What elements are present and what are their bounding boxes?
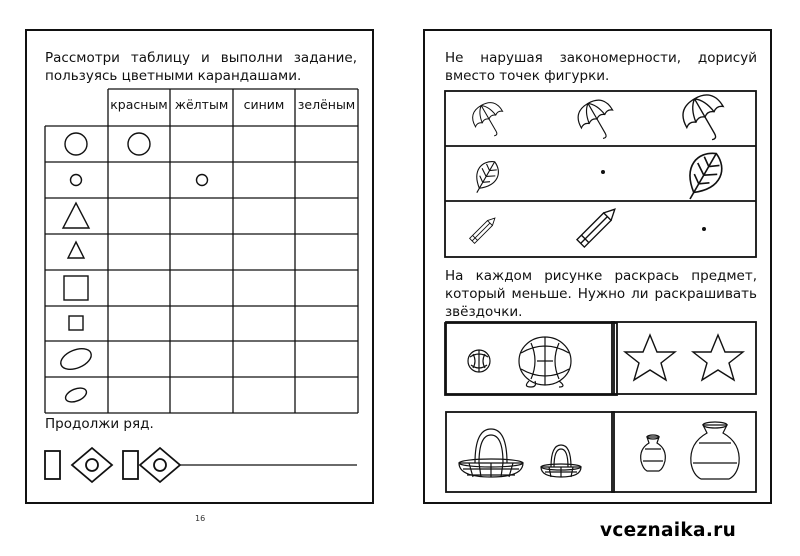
site-watermark: vceznaika.ru xyxy=(600,520,737,541)
pencil-icon xyxy=(577,205,619,247)
umbrella-icon xyxy=(676,88,735,148)
continue-label: Продолжи ряд. xyxy=(45,416,154,432)
left-page xyxy=(25,29,374,504)
leaf-icon xyxy=(677,146,729,207)
triangle-small-icon xyxy=(68,242,84,258)
circle-small-icon xyxy=(71,175,82,186)
page-number: 16 xyxy=(195,514,206,523)
star-icon xyxy=(625,335,675,380)
basket-small-icon xyxy=(541,445,581,477)
square-small-icon xyxy=(69,316,83,330)
circle-large-icon xyxy=(65,133,87,155)
cabbage-picture xyxy=(445,321,617,397)
dot-icon xyxy=(702,227,706,231)
dot-icon xyxy=(601,170,605,174)
triangle-large-icon xyxy=(63,203,89,228)
umbrella-icon xyxy=(468,98,512,142)
column-header-blue: синим xyxy=(243,97,285,112)
column-header-red: красным xyxy=(110,97,168,112)
rectangle-icon xyxy=(45,451,60,479)
column-header-yellow: жёлтым xyxy=(174,97,229,112)
basket-large-icon xyxy=(459,429,523,477)
cabbage-small-icon xyxy=(468,350,490,372)
pattern-instruction: Не нарушая закономерности, дорисуй вместо точек фигурки. xyxy=(445,50,757,84)
vase-large-icon xyxy=(691,422,739,479)
pattern-row xyxy=(45,448,357,482)
umbrella-icon xyxy=(572,94,622,145)
right-page xyxy=(423,29,772,504)
leaf-icon xyxy=(468,157,504,198)
cabbage-large-icon xyxy=(519,337,571,387)
pencil-icon xyxy=(470,216,498,244)
oval-large-icon xyxy=(58,345,94,374)
coloring-instruction: На каждом рисунке раскрась предмет, который меньше. Нужно ли раскрашивать звёздочки. xyxy=(445,268,757,320)
diamond-with-circle-icon xyxy=(140,448,180,482)
table-instruction: Рассмотри таблицу и выполни задание, пользуясь цветными карандашами. xyxy=(45,50,357,84)
stars-picture xyxy=(611,321,759,397)
column-header-green: зелёным xyxy=(297,97,356,112)
square-large-icon xyxy=(64,276,88,300)
circle-large-sample-icon xyxy=(128,133,150,155)
star-icon xyxy=(693,335,743,380)
oval-small-icon xyxy=(64,385,89,404)
baskets-picture xyxy=(445,411,617,497)
rectangle-icon xyxy=(123,451,138,479)
diamond-with-circle-icon xyxy=(72,448,112,482)
vase-small-icon xyxy=(641,435,666,471)
circle-small-sample-icon xyxy=(197,175,208,186)
vases-picture xyxy=(611,411,759,497)
